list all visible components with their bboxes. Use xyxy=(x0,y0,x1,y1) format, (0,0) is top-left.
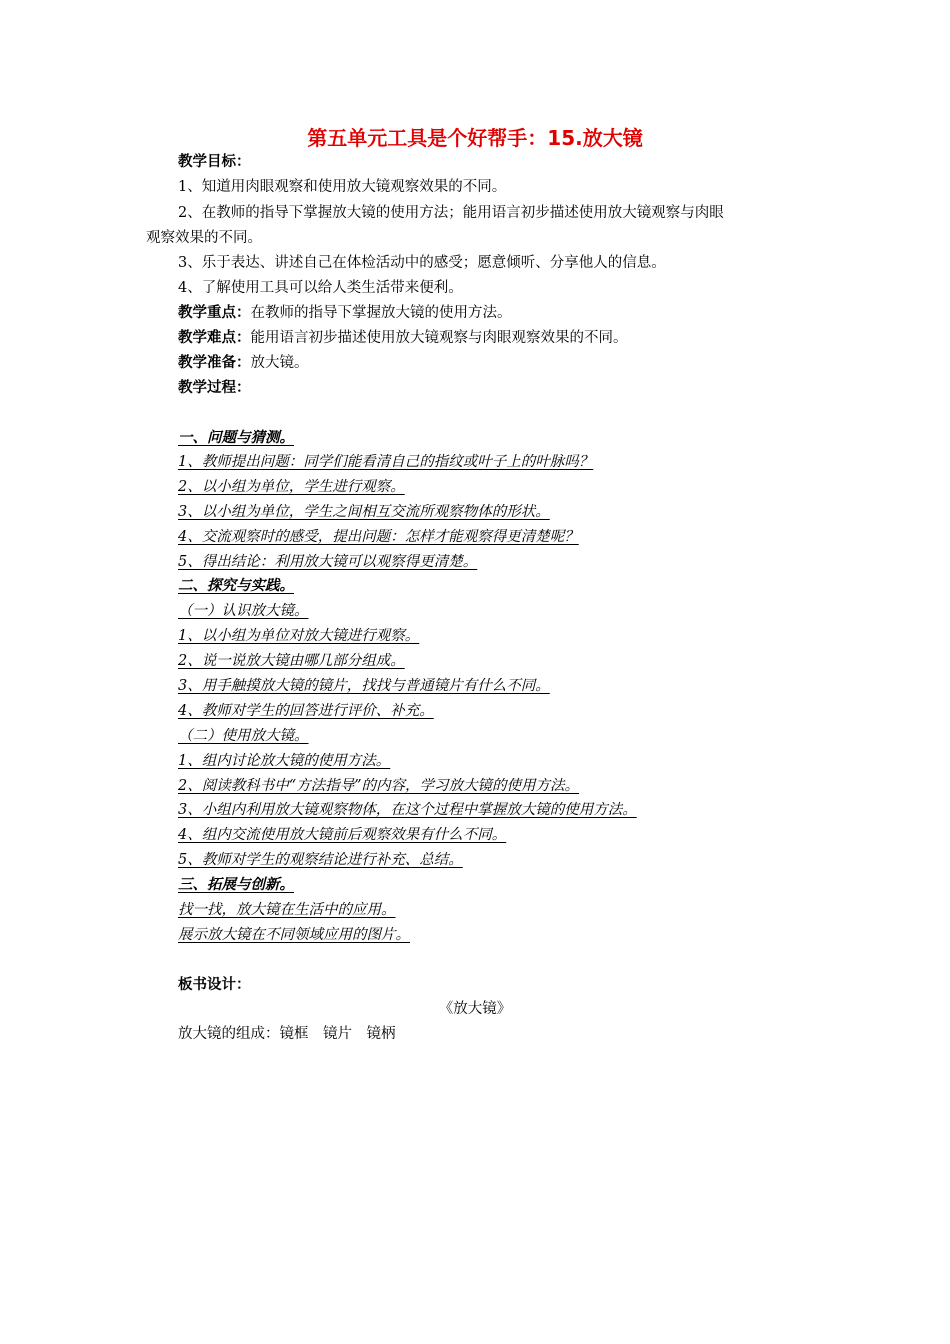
board-composition: 放大镜的组成：镜框 镜片 镜柄 xyxy=(178,1026,396,1042)
section-heading: 二、探究与实践。 xyxy=(178,578,294,594)
process-item: 3、小组内利用放大镜观察物体，在这个过程中掌握放大镜的使用方法。 xyxy=(178,802,637,818)
process-item: 2、阅读教科书中“方法指导”的内容，学习放大镜的使用方法。 xyxy=(178,778,580,794)
process-item: 2、说一说放大镜由哪几部分组成。 xyxy=(178,653,405,669)
objective-item: 观察效果的不同。 xyxy=(146,230,262,246)
process-item: 1、教师提出问题：同学们能看清自己的指纹或叶子上的叶脉吗？ xyxy=(178,454,594,470)
subsection-heading: （一）认识放大镜。 xyxy=(178,603,309,619)
process-item: 3、用手触摸放大镜的镜片，找找与普通镜片有什么不同。 xyxy=(178,678,550,694)
process-heading: 教学过程： xyxy=(178,380,251,396)
process-item: 2、以小组为单位，学生进行观察。 xyxy=(178,479,405,495)
board-title: 《放大镜》 xyxy=(438,1001,512,1017)
preparation-text: 放大镜。 xyxy=(250,355,309,371)
process-item: 1、以小组为单位对放大镜进行观察。 xyxy=(178,628,420,644)
process-item: 4、组内交流使用放大镜前后观察效果有什么不同。 xyxy=(178,827,507,843)
objective-item: 4、了解使用工具可以给人类生活带来便利。 xyxy=(178,280,463,296)
preparation xyxy=(178,353,309,373)
process-item: 找一找，放大镜在生活中的应用。 xyxy=(178,902,396,918)
objective-item: 1、知道用肉眼观察和使用放大镜观察效果的不同。 xyxy=(178,179,507,195)
process-item: 3、以小组为单位，学生之间相互交流所观察物体的形状。 xyxy=(178,504,550,520)
objective-item: 3、乐于表达、讲述自己在体检活动中的感受；愿意倾听、分享他人的信息。 xyxy=(178,255,666,271)
section-heading: 三、拓展与创新。 xyxy=(178,877,294,893)
process-item: 5、得出结论：利用放大镜可以观察得更清楚。 xyxy=(178,554,478,570)
process-item: 4、教师对学生的回答进行评价、补充。 xyxy=(178,703,434,719)
difficulty xyxy=(178,328,628,348)
board-heading: 板书设计： xyxy=(178,977,251,993)
key-point-text: 在教师的指导下掌握放大镜的使用方法。 xyxy=(250,305,512,321)
key-point-label: 教学重点： xyxy=(178,305,251,321)
process-item: 展示放大镜在不同领域应用的图片。 xyxy=(178,927,410,943)
objective-item: 2、在教师的指导下掌握放大镜的使用方法；能用语言初步描述使用放大镜观察与肉眼 xyxy=(178,205,724,221)
difficulty-text: 能用语言初步描述使用放大镜观察与肉眼观察效果的不同。 xyxy=(250,330,628,346)
process-item: 5、教师对学生的观察结论进行补充、总结。 xyxy=(178,852,463,868)
section-heading: 一、问题与猜测。 xyxy=(178,430,294,446)
process-item: 1、组内讨论放大镜的使用方法。 xyxy=(178,753,391,769)
process-item: 4、交流观察时的感受，提出问题：怎样才能观察得更清楚呢？ xyxy=(178,529,579,545)
difficulty-label: 教学难点： xyxy=(178,330,251,346)
objectives-heading: 教学目标： xyxy=(178,154,251,170)
subsection-heading: （二）使用放大镜。 xyxy=(178,728,309,744)
preparation-label: 教学准备： xyxy=(178,355,251,371)
key-point xyxy=(178,303,512,323)
page-title: 第五单元工具是个好帮手：15.放大镜 xyxy=(307,126,643,150)
